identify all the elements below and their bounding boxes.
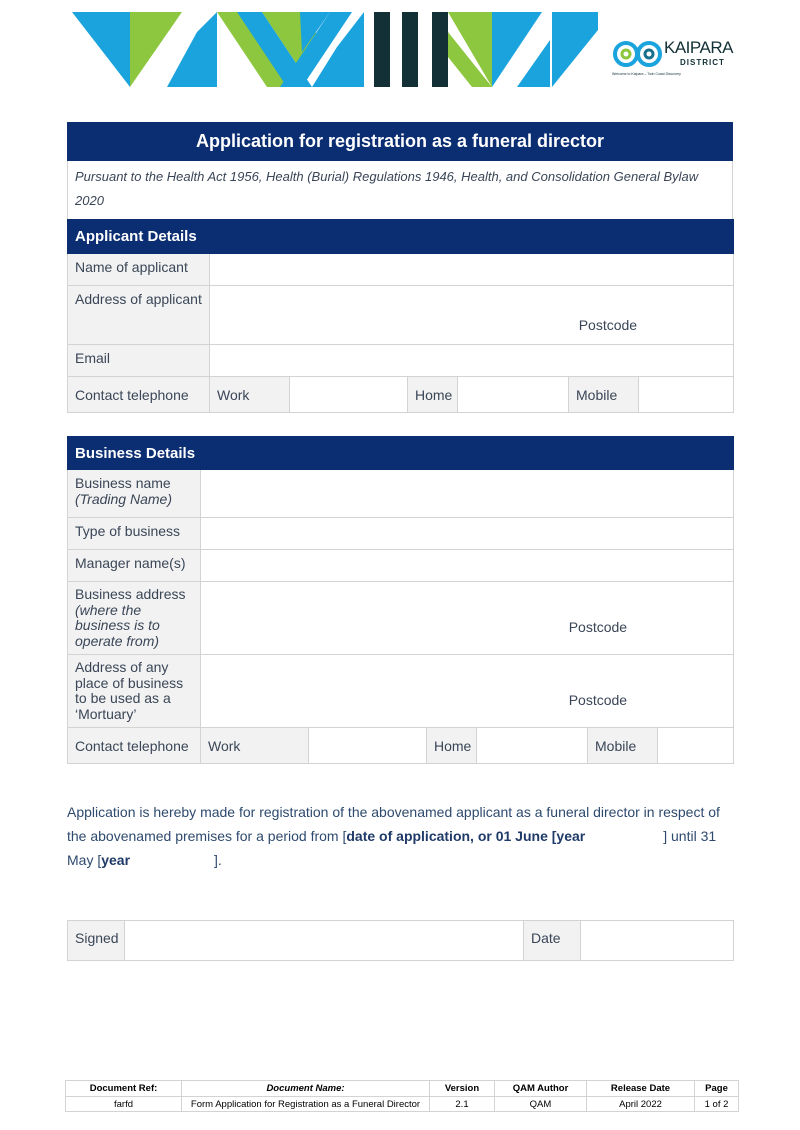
footer-header: Version [430,1081,495,1097]
business-details-table [67,436,734,764]
kaipara-logo [612,36,732,81]
logo-name: KAIPARA [664,38,733,57]
type-input[interactable] [201,518,734,550]
mortuary-address-input[interactable] [201,655,734,728]
form-subtitle: Pursuant to the Health Act 1956, Health (Burial) Regulations 1946, Health, and Consolidation General Bylaw 2020 [68,161,733,220]
footer-value: QAM [495,1097,587,1112]
postcode-label: Postcode [578,317,638,333]
title-table [67,122,733,220]
address-input[interactable] [210,286,734,345]
footer-header: Document Name: [182,1081,430,1097]
home-label: Home [408,377,458,413]
footer-table [65,1080,739,1112]
contact-label: Contact telephone [68,377,210,413]
postcode-label: Postcode [568,619,628,635]
email-input[interactable] [210,345,734,377]
work-phone-input[interactable] [290,377,408,413]
declaration-text [67,800,737,872]
mortuary-label: Address of any place of business to be used as a ‘Mortuary’ [68,655,201,728]
mobile-phone-input[interactable] [658,728,734,764]
type-label: Type of business [68,518,201,550]
declaration-part: ] until 31 May [ [67,828,717,868]
footer-value: 2.1 [430,1097,495,1112]
home-phone-input[interactable] [458,377,569,413]
footer-value: 1 of 2 [695,1097,739,1112]
footer-value: farfd [66,1097,182,1112]
declaration-bold: year [101,852,131,868]
business-address-input[interactable] [201,582,734,655]
mobile-phone-input[interactable] [639,377,734,413]
contact-label: Contact telephone [68,728,201,764]
applicant-details-table [67,219,734,413]
footer-header: QAM Author [495,1081,587,1097]
manager-input[interactable] [201,550,734,582]
signature-input[interactable] [125,921,524,961]
logo-swirl-icon [612,39,664,69]
declaration-part: ]. [214,852,222,868]
email-label: Email [68,345,210,377]
business-name-input[interactable] [201,470,734,518]
home-phone-input[interactable] [477,728,588,764]
business-name-note: (Trading Name) [75,491,172,507]
banner-pattern [72,12,602,90]
mobile-label: Mobile [588,728,658,764]
work-phone-input[interactable] [309,728,427,764]
name-input[interactable] [210,254,734,286]
signed-label: Signed [68,921,125,961]
applicant-heading: Applicant Details [68,220,734,254]
logo-sub: DISTRICT [680,58,725,67]
name-label: Name of applicant [68,254,210,286]
footer-value: April 2022 [587,1097,695,1112]
form-title: Application for registration as a funeral director [68,123,733,161]
declaration-bold: date of application, or 01 June [year [346,828,586,844]
date-input[interactable] [581,921,734,961]
footer-header: Release Date [587,1081,695,1097]
date-label: Date [524,921,581,961]
footer-value: Form Application for Registration as a Funeral Director [182,1097,430,1112]
work-label: Work [210,377,290,413]
business-address-label: Business address [75,586,186,602]
postcode-label: Postcode [568,692,628,708]
logo-tagline: Welcome to Kaipara – Twin Coast Discovery [612,72,681,76]
business-heading: Business Details [68,437,734,470]
signature-table [67,920,734,961]
business-name-label: Business name [75,475,171,491]
mobile-label: Mobile [569,377,639,413]
home-label: Home [427,728,477,764]
business-address-note: (where the business is to operate from) [75,601,160,649]
footer-header: Document Ref: [66,1081,182,1097]
address-label: Address of applicant [68,286,210,345]
footer-header: Page [695,1081,739,1097]
work-label: Work [201,728,309,764]
declaration-part: Application is hereby made for registration of the abovenamed applicant as a funeral director in respect of the abovenamed premises for a period from [ [67,804,720,844]
manager-label: Manager name(s) [68,550,201,582]
